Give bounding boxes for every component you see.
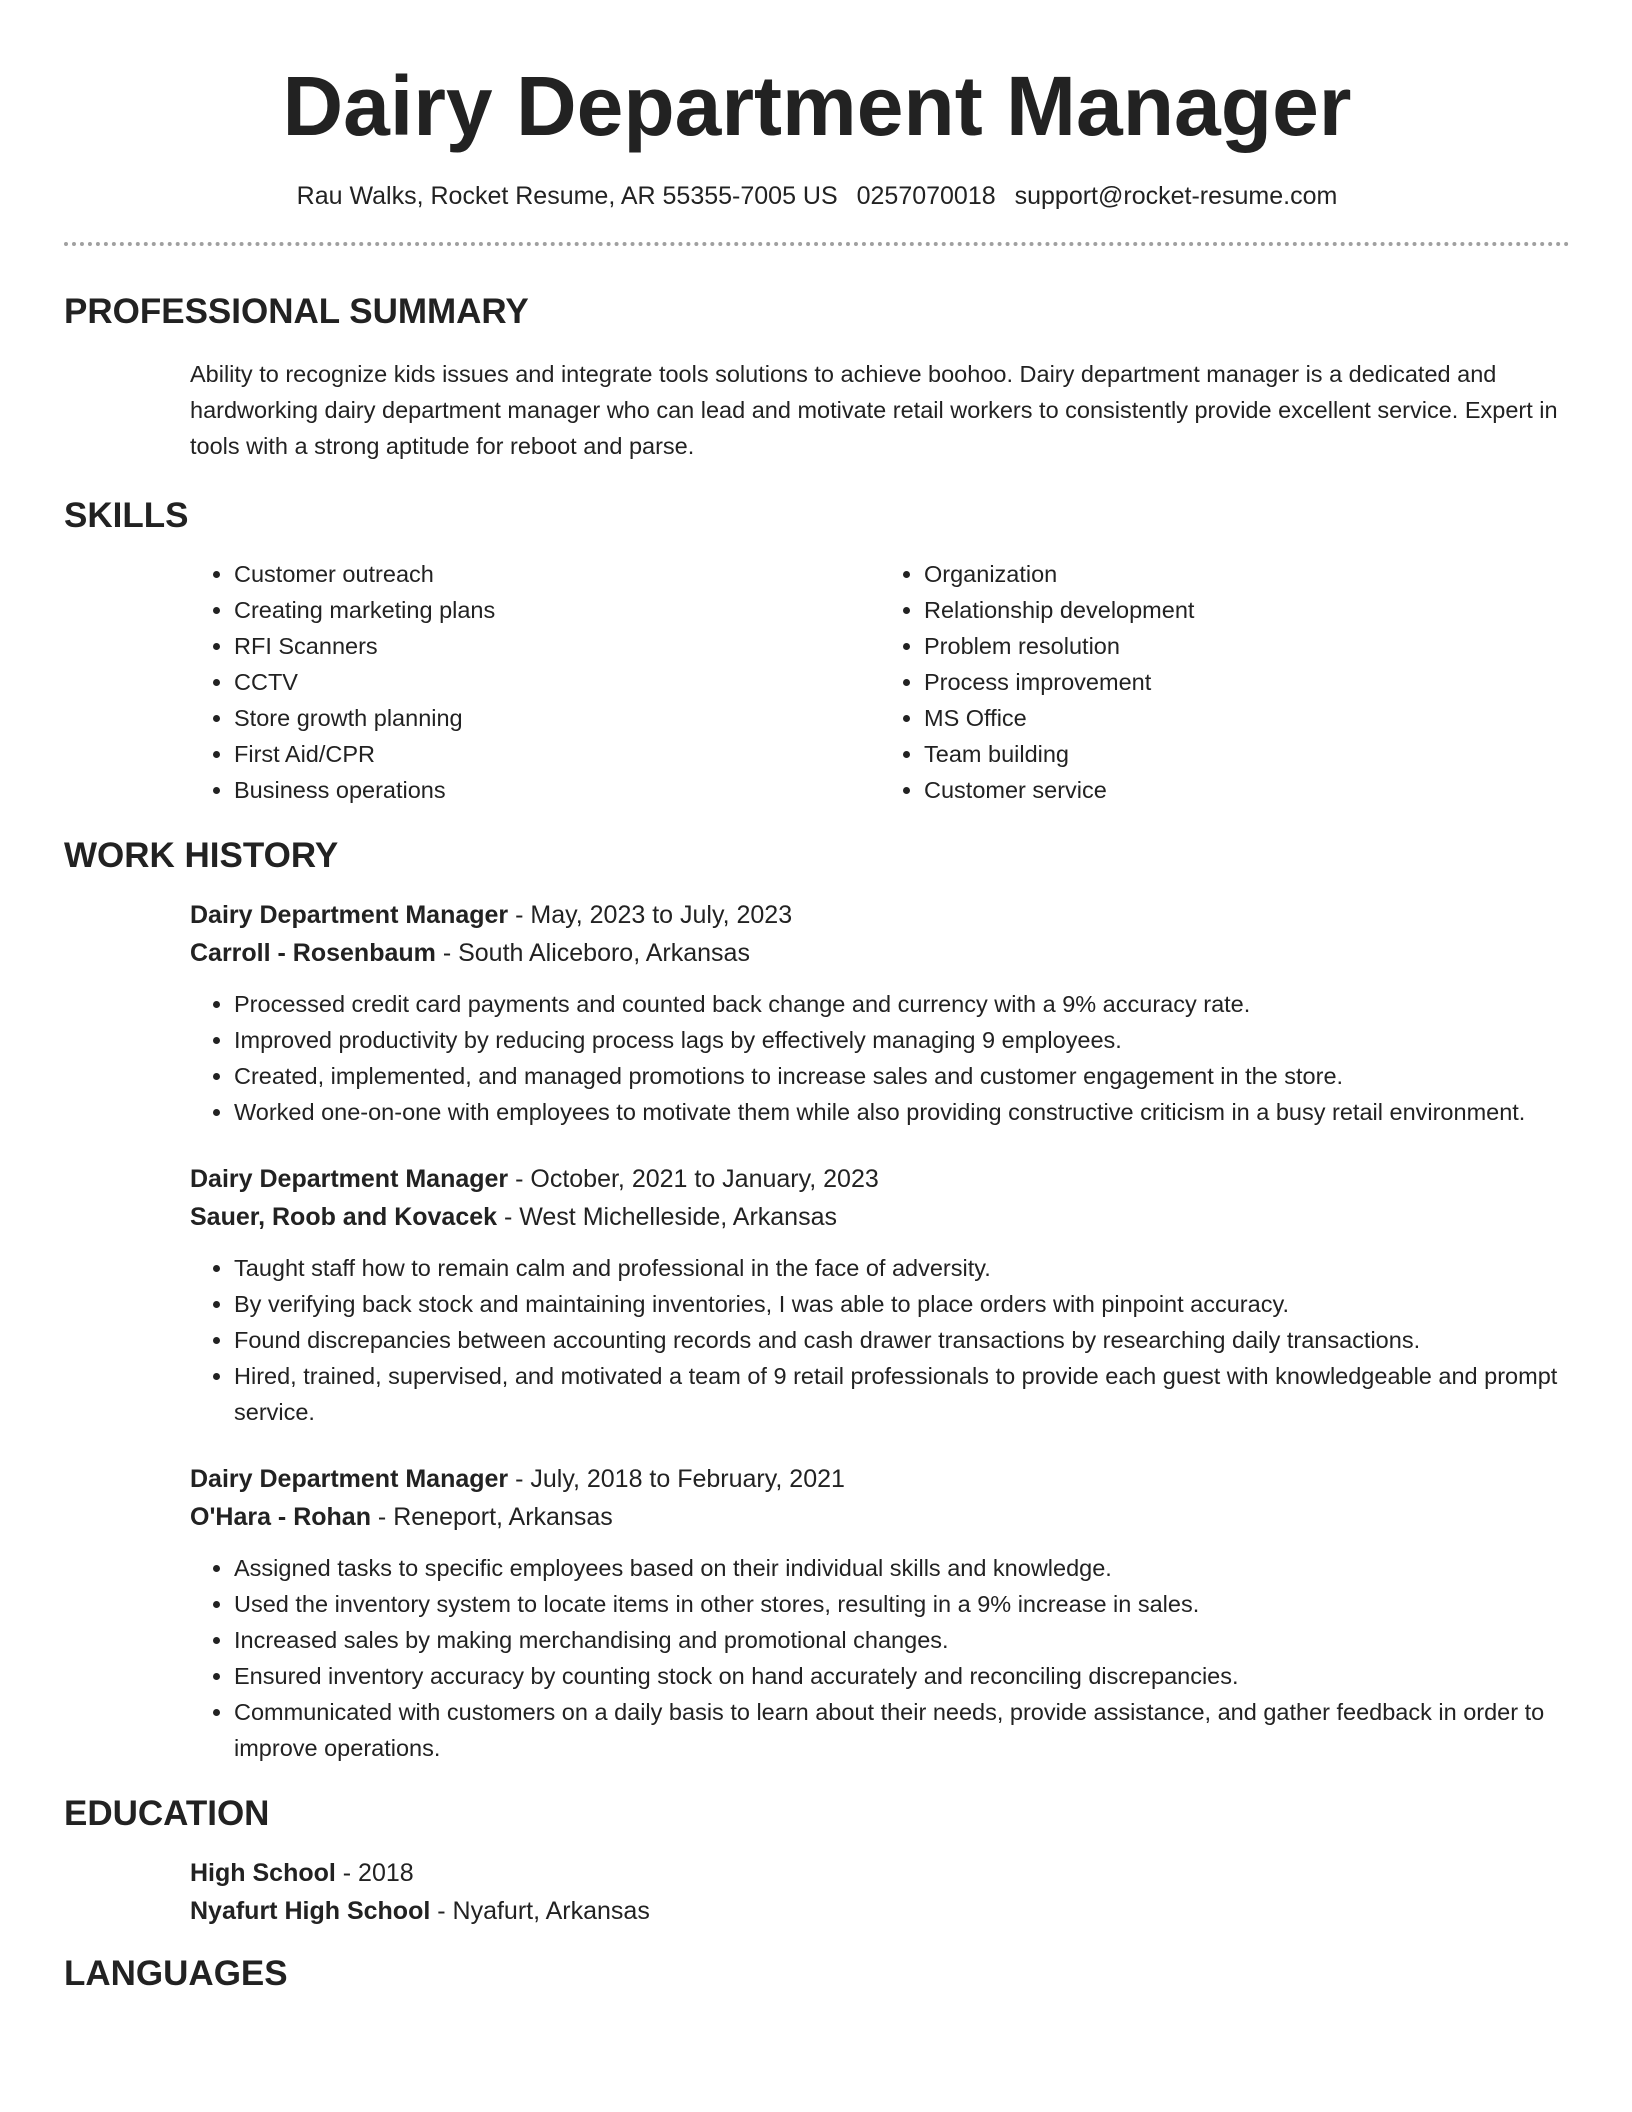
job-entry xyxy=(190,1460,1570,1766)
resume-page xyxy=(64,0,1570,1996)
skill-item: • Business operations xyxy=(234,772,880,808)
job-bullet: • Worked one-on-one with employees to motivate them while also providing constructive criticism in a busy retail environment. xyxy=(234,1094,1570,1130)
job-bullets xyxy=(190,1250,1570,1430)
job-role-line xyxy=(190,896,1570,934)
summary-text: Ability to recognize kids issues and integrate tools solutions to achieve boohoo. Dairy department manager is a dedicated and hardworking dairy department manager who can lead and motivate retail workers to consistently provide excellent service. Expert in tools with a strong aptitude for reboot and parse. xyxy=(190,361,1558,459)
header-divider xyxy=(64,242,1570,246)
languages-title: LANGUAGES xyxy=(64,1954,288,1993)
work-title: WORK HISTORY xyxy=(64,836,339,875)
contact-email: support@rocket-resume.com xyxy=(1014,182,1338,210)
contact-line xyxy=(64,180,1570,212)
skills-right-list xyxy=(880,556,1570,808)
job-bullet: • Ensured inventory accuracy by counting stock on hand accurately and reconciling discrepancies. xyxy=(234,1658,1570,1694)
job-bullet: • Improved productivity by reducing process lags by effectively managing 9 employees. xyxy=(234,1022,1570,1058)
work-section xyxy=(64,834,1570,1766)
job-bullet: • Created, implemented, and managed promotions to increase sales and customer engagement in the store. xyxy=(234,1058,1570,1094)
job-location: - West Michelleside, Arkansas xyxy=(497,1203,837,1231)
skill-item: • Creating marketing plans xyxy=(234,592,880,628)
resume-name: Dairy Department Manager xyxy=(282,59,1352,153)
job-company-line xyxy=(190,934,1570,972)
education-section xyxy=(64,1792,1570,1930)
job-company: O'Hara - Rohan xyxy=(190,1503,371,1531)
job-dates: - July, 2018 to February, 2021 xyxy=(508,1465,845,1493)
job-role: Dairy Department Manager xyxy=(190,1165,509,1193)
job-bullets xyxy=(190,1550,1570,1766)
job-dates: - October, 2021 to January, 2023 xyxy=(508,1165,879,1193)
skills-left-list xyxy=(190,556,880,808)
summary-title: PROFESSIONAL SUMMARY xyxy=(64,292,529,331)
skill-item: • Relationship development xyxy=(924,592,1570,628)
job-bullet: • Processed credit card payments and counted back change and currency with a 9% accuracy rate. xyxy=(234,986,1570,1022)
job-company: Sauer, Roob and Kovacek xyxy=(190,1203,498,1231)
job-company-line xyxy=(190,1498,1570,1536)
job-role-line xyxy=(190,1160,1570,1198)
job-bullet: • Assigned tasks to specific employees based on their individual skills and knowledge. xyxy=(234,1550,1570,1586)
summary-section xyxy=(64,290,1570,464)
education-location: - Nyafurt, Arkansas xyxy=(430,1897,650,1925)
job-bullet: • Communicated with customers on a daily basis to learn about their needs, provide assistance, and gather feedback in order to improve operations. xyxy=(234,1694,1570,1766)
contact-phone: 0257070018 xyxy=(856,182,996,210)
skills-section xyxy=(64,494,1570,808)
skills-title: SKILLS xyxy=(64,496,189,535)
education-school-line xyxy=(190,1892,1570,1930)
skill-item: • CCTV xyxy=(234,664,880,700)
job-bullet: • Increased sales by making merchandising and promotional changes. xyxy=(234,1622,1570,1658)
job-dates: - May, 2023 to July, 2023 xyxy=(508,901,793,929)
education-title: EDUCATION xyxy=(64,1794,270,1833)
job-role-line xyxy=(190,1460,1570,1498)
skill-item: • First Aid/CPR xyxy=(234,736,880,772)
skill-item: • Team building xyxy=(924,736,1570,772)
job-bullet: • Used the inventory system to locate items in other stores, resulting in a 9% increase in sales. xyxy=(234,1586,1570,1622)
education-entry xyxy=(190,1854,1570,1930)
skill-item: • Customer outreach xyxy=(234,556,880,592)
job-company: Carroll - Rosenbaum xyxy=(190,939,436,967)
contact-address: Rau Walks, Rocket Resume, AR 55355-7005 US xyxy=(296,182,838,210)
skill-item: • Problem resolution xyxy=(924,628,1570,664)
education-degree: High School xyxy=(190,1859,336,1887)
job-bullet: • Hired, trained, supervised, and motivated a team of 9 retail professionals to provide each guest with knowledgeable and prompt service. xyxy=(234,1358,1570,1430)
job-bullet: • Found discrepancies between accounting records and cash drawer transactions by researching daily transactions. xyxy=(234,1322,1570,1358)
skill-item: • Process improvement xyxy=(924,664,1570,700)
skill-item: • Store growth planning xyxy=(234,700,880,736)
job-role: Dairy Department Manager xyxy=(190,901,509,929)
job-entry xyxy=(190,1160,1570,1430)
job-entry xyxy=(190,896,1570,1130)
languages-section xyxy=(64,1952,1570,1996)
skills-columns xyxy=(190,556,1570,808)
job-company-line xyxy=(190,1198,1570,1236)
education-year: - 2018 xyxy=(335,1859,414,1887)
skill-item: • RFI Scanners xyxy=(234,628,880,664)
job-bullets xyxy=(190,986,1570,1130)
job-bullet: • Taught staff how to remain calm and professional in the face of adversity. xyxy=(234,1250,1570,1286)
job-location: - Reneport, Arkansas xyxy=(370,1503,613,1531)
education-school: Nyafurt High School xyxy=(190,1897,431,1925)
job-role: Dairy Department Manager xyxy=(190,1465,509,1493)
skill-item: • Customer service xyxy=(924,772,1570,808)
skill-item: • MS Office xyxy=(924,700,1570,736)
job-location: - South Aliceboro, Arkansas xyxy=(435,939,750,967)
skill-item: • Organization xyxy=(924,556,1570,592)
education-degree-line xyxy=(190,1854,1570,1892)
job-bullet: • By verifying back stock and maintaining inventories, I was able to place orders with pinpoint accuracy. xyxy=(234,1286,1570,1322)
